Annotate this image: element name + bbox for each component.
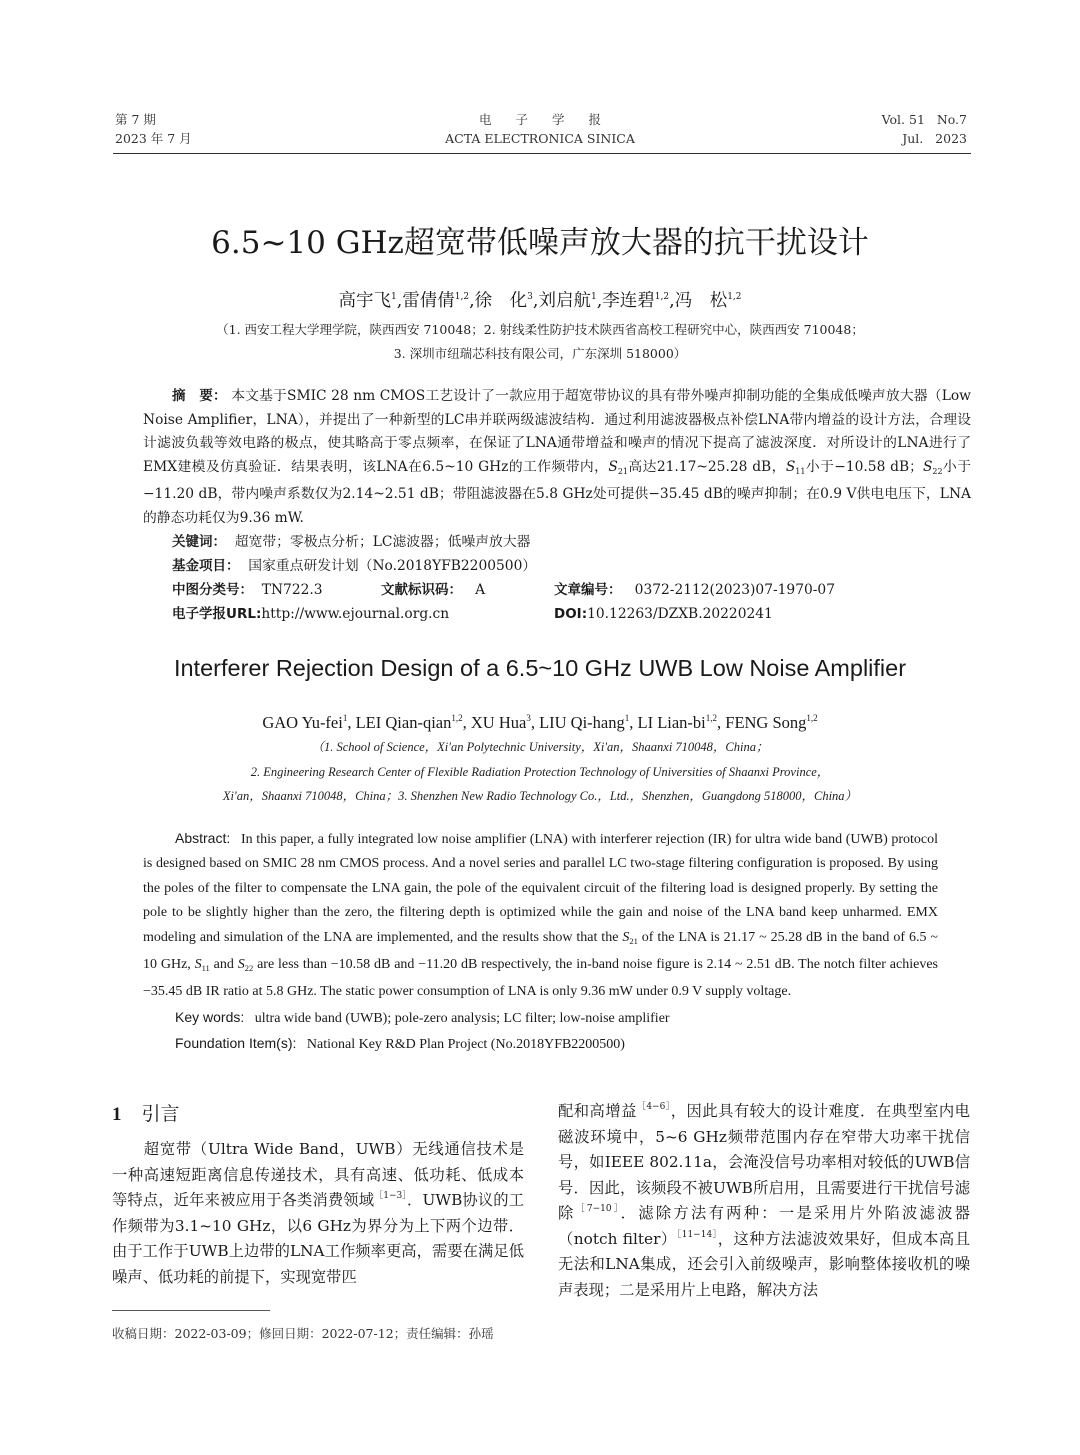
author-affiliation-mark: 1 xyxy=(624,713,630,723)
author-separator: , xyxy=(530,713,540,732)
paper-title-cn: 6.5~10 GHz超宽带低噪声放大器的抗干扰设计 xyxy=(211,225,869,261)
citation: ［1−3］ xyxy=(374,1191,408,1201)
author-affiliation-mark: 1,2 xyxy=(454,292,470,302)
author-name: 徐 化 xyxy=(474,291,528,311)
paper-title-en: Interferer Rejection Design of a 6.5~10 GHz UWB Low Noise Amplifier xyxy=(173,655,907,681)
affiliation-line: Xi'an，Shaanxi 710048，China；3. Shenzhen New Radio Technology Co.，Ltd.，Shenzhen，Guangdong 518000，China） xyxy=(222,789,858,803)
footnote-rule xyxy=(112,1310,270,1311)
affiliation-line: （1. School of Science，Xi'an Polytechnic University，Xi'an，Shaanxi 710048，China； xyxy=(311,740,769,754)
abstract-en-block xyxy=(143,826,938,1057)
header-right xyxy=(882,110,967,148)
issue-date-en: Jul. 2023 xyxy=(902,131,967,146)
journal-name-cn: 电子学报 xyxy=(478,112,625,127)
journal-url-link[interactable]: http://www.ejournal.org.cn xyxy=(261,606,450,622)
author-name: 雷倩倩 xyxy=(402,291,455,311)
author-name: LEI Qian-qian xyxy=(355,713,452,732)
affiliation-line: 2. Engineering Research Center of Flexible Radiation Protection Technology of Universities of Shaanxi Province， xyxy=(250,764,830,779)
author-affiliation-mark: 1,2 xyxy=(654,292,670,302)
affiliations-cn xyxy=(0,318,1080,366)
author-separator: , xyxy=(462,713,471,732)
author-affiliation-mark: 1,2 xyxy=(451,713,463,723)
author-name: 冯 松 xyxy=(674,291,728,311)
author-separator: , xyxy=(396,291,403,311)
author-name: XU Hua xyxy=(470,713,527,732)
abstract-en-label: Abstract: xyxy=(175,830,231,846)
section-heading: 1 引言 xyxy=(112,1103,180,1125)
author-name: LIU Qi-hang xyxy=(539,713,625,732)
author-name: 刘启航 xyxy=(538,291,591,311)
author-affiliation-mark: 1 xyxy=(590,292,597,302)
header-rule xyxy=(113,153,971,154)
paragraph: 超宽带（Ultra Wide Band，UWB）无线通信技术是一种高速短距离信息传递技术，具有高速、低功耗、低成本等特点，近年来被应用于各类消费领域$^{[1-3]}$．UWB协议的工作频带为3.1~10 GHz，以6 GHz为界分为上下两个边带．由于工作于UWB上边带的LNA工作频率更高，需要在满足低噪声、低功耗的前提下，实现宽带匹 xyxy=(112,1140,524,1286)
url-doi-cn: 电子学报URL:http://www.ejournal.org.cn DOI:10.12263/DZXB.20220241 xyxy=(172,606,773,622)
author-affiliation-mark: 3 xyxy=(526,713,531,723)
citation: ［4−6］ xyxy=(636,1102,671,1112)
keywords-en: Key words: ultra wide band (UWB); pole-zero analysis; LC filter; low-noise amplifier xyxy=(175,1008,670,1026)
author-affiliation-mark: 1,2 xyxy=(727,292,742,302)
author-affiliation-mark: 3 xyxy=(527,292,533,302)
author-separator: , xyxy=(347,713,356,732)
paragraph: 配和高增益$^{[4-6]}$，因此具有较大的设计难度．在典型室内电磁波环境中，5~6 GHz频带范围内存在窄带大功率干扰信号，如IEEE 802.11a，会淹没信号功率相对较低的UWB信号．因此，该频段不被UWB所启用，且需要进行干扰信号滤除$^{[7-10]}$．滤除方法有两种：一是采用片外陷波滤波器（notch filter）$^{[11-14]}$，这种方法滤波效果好，但成本高且无法和LNA集成，还会引入前级噪声，影响整体接收机的噪声表现；二是采用片上电路，解决方法 xyxy=(558,1102,970,1299)
keywords-cn: 关键词： 超宽带；零极点分析；LC滤波器；低噪声放大器 xyxy=(172,534,531,550)
author-separator: , xyxy=(596,291,603,311)
volume-label: Vol. 51 No.7 xyxy=(881,112,967,127)
author-name: 李连碧 xyxy=(602,291,655,311)
author-list-en xyxy=(0,711,1080,735)
abstract-cn-label: 摘 要： xyxy=(172,388,227,404)
citation: ［11−14］ xyxy=(676,1229,718,1240)
author-separator: , xyxy=(669,291,675,311)
author-separator: , xyxy=(717,713,726,732)
citation: ［7−10］ xyxy=(575,1204,621,1214)
author-name: 高宇飞 xyxy=(338,291,391,311)
abstract-cn: 摘 要： 本文基于SMIC 28 nm CMOS工艺设计了一款应用于超宽带协议的具有带外噪声抑制功能的全集成低噪声放大器（Low Noise Amplifier，LNA），并提出了一种新型的LC串并联两级滤波结构．通过利用滤波器极点补偿LNA带内增益的设计方法，合理设计滤波负载等效电路的极点，使其略高于零点频率，在保证了LNA通带增益和噪声的情况下提高了滤波深度．对所设计的LNA进行了EMX建模及仿真验证．结果表明，该LNA在6.5~10 GHz的工作频带内，$S_{21}$高达21.17~25.28 dB，$S_{11}$小于−10.58 dB；$S_{22}$小于−11.20 dB，带内噪声系数仅为2.14~2.51 dB；带阻滤波器在5.8 GHz处可提供−35.45 dB的噪声抑制；在0.9 V供电电压下，LNA的静态功耗仅为9.36 mW. xyxy=(143,388,972,526)
author-name: LI Lian-bi xyxy=(637,713,706,732)
abstract-en: Abstract: In this paper, a fully integrated low noise amplifier (LNA) with interferer rejection (IR) for ultra wide band (UWB) protocol is designed based on SMIC 28 nm CMOS process. And a novel series and parallel LC two-stage filtering configuration is proposed. By using the poles of the filter to compensate the LNA gain, the pole of the equivalent circuit of the filtering load is designed properly. By setting the pole to be slightly higher than the zero, the filtering depth is optimized while the gain and noise of the LNA band keep unharmed. EMX modeling and simulation of the LNA are implemented, and the results show that the $S_{21}$ of the LNA is 21.17 ~ 25.28 dB in the band of 6.5 ~ 10 GHz, $S_{11}$ and $S_{22}$ are less than −10.58 dB and −11.20 dB respectively, the in-band noise figure is 2.14 ~ 2.51 dB. The notch filter achieves −35.45 dB IR ratio at 5.8 GHz. The static power consumption of LNA is only 9.36 mW under 0.9 V supply voltage. xyxy=(143,830,938,1000)
body-column-left xyxy=(112,1137,524,1290)
author-affiliation-mark: 1 xyxy=(390,292,397,302)
author-name: FENG Song xyxy=(725,713,807,732)
fund-en: Foundation Item(s): National Key R&D Plan Project (No.2018YFB2200500) xyxy=(175,1034,625,1052)
author-affiliation-mark: 1,2 xyxy=(806,713,818,723)
affiliation-line: 3. 深圳市纽瑞芯科技有限公司，广东深圳 518000） xyxy=(393,346,687,361)
abstract-cn-block xyxy=(143,385,971,626)
author-name: GAO Yu-fei xyxy=(262,713,343,732)
journal-name-en: ACTA ELECTRONICA SINICA xyxy=(445,131,635,146)
author-affiliation-mark: 1,2 xyxy=(705,713,718,723)
affiliations-en xyxy=(0,735,1080,809)
author-separator: , xyxy=(629,713,638,732)
affiliation-line: （1. 西安工程大学理学院，陕西西安 710048；2. 射线柔性防护技术陕西省高校工程研究中心，陕西西安 710048； xyxy=(216,322,864,337)
classification-cn: 中图分类号： TN722.3 文献标识码： A 文章编号： 0372-2112(2023)07-1970-07 xyxy=(172,582,835,598)
doi-link[interactable]: 10.12263/DZXB.20220241 xyxy=(587,606,773,622)
body-column-right xyxy=(558,1099,970,1303)
author-separator: , xyxy=(469,291,475,311)
author-separator: , xyxy=(532,291,539,311)
author-affiliation-mark: 1 xyxy=(342,713,348,723)
footnote: 收稿日期：2022-03-09；修回日期：2022-07-12；责任编辑：孙瑶 xyxy=(112,1326,494,1341)
issue-date: 2023 年 7 月 xyxy=(115,131,192,146)
fund-cn: 基金项目： 国家重点研发计划（No.2018YFB2200500） xyxy=(172,558,537,574)
author-list-cn xyxy=(0,289,1080,313)
issue-label: 第 7 期 xyxy=(115,112,156,127)
